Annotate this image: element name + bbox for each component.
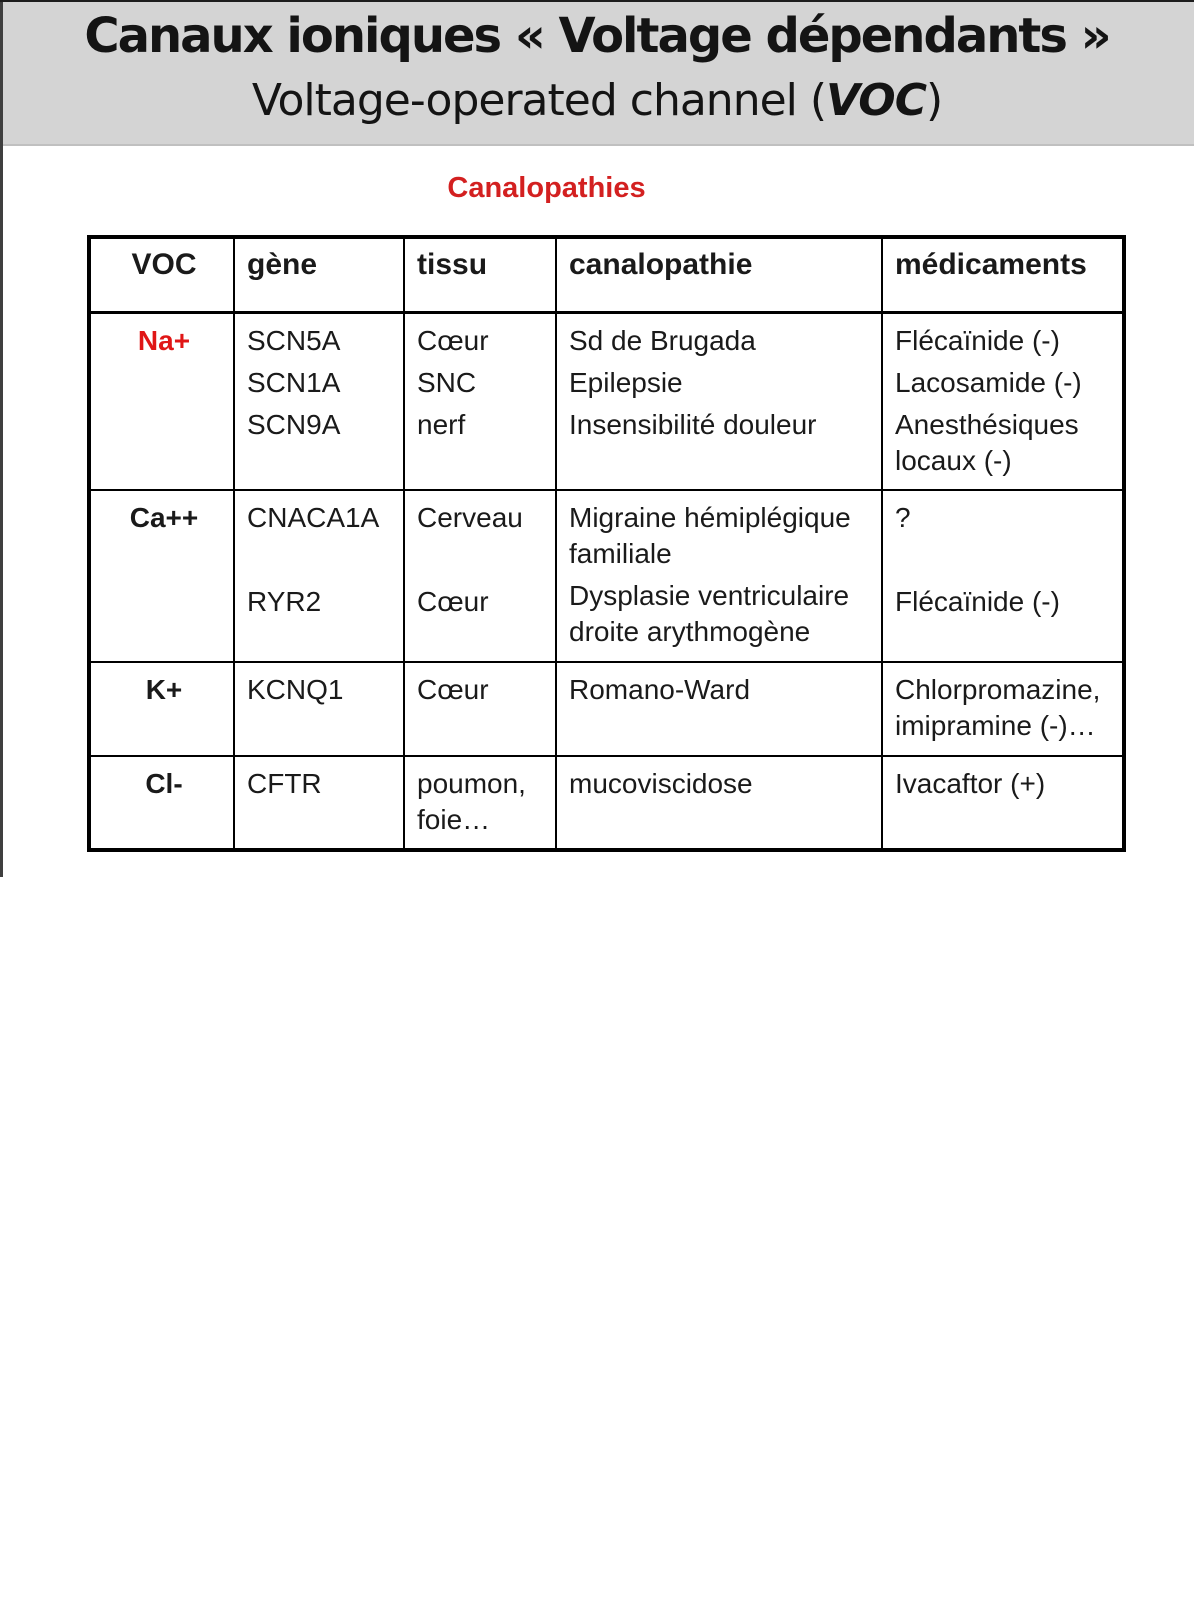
cell-line	[417, 542, 547, 578]
page-left-border	[0, 2, 3, 877]
column-header: tissu	[404, 237, 556, 312]
table-row	[89, 662, 1124, 756]
cell-line: Anesthésiques locaux (-)	[895, 408, 1079, 476]
slide-title: Canaux ioniques « Voltage dépendants »	[84, 8, 1110, 64]
table-row	[89, 312, 1124, 490]
cell-line: Dysplasie ventriculaire droite arythmogène	[569, 579, 850, 647]
gene-cell	[234, 662, 404, 756]
cell-line: ?	[895, 501, 911, 533]
slide-subtitle	[0, 70, 1194, 132]
column-header: médicaments	[882, 237, 1124, 312]
voc-cell: K+	[89, 662, 234, 756]
canalopathie-cell	[556, 662, 882, 756]
cell-line: RYR2	[247, 585, 322, 617]
gene-cell	[234, 312, 404, 490]
canalopathies-table	[87, 235, 1126, 852]
cell-line: SCN9A	[247, 408, 341, 440]
tissu-cell	[404, 756, 556, 850]
cell-line: Migraine hémiplégique familiale	[569, 501, 851, 569]
subtitle-voc-abbrev: VOC	[826, 75, 927, 126]
voc-cell: Na+	[89, 312, 234, 490]
column-header: canalopathie	[556, 237, 882, 312]
cell-line: nerf	[417, 408, 466, 440]
tissu-cell	[404, 662, 556, 756]
cell-line: Cerveau	[417, 501, 523, 533]
voc-cell: Cl-	[89, 756, 234, 850]
tissu-cell	[404, 312, 556, 490]
voc-cell: Ca++	[89, 490, 234, 662]
canalopathies-table-body	[89, 312, 1124, 850]
cell-line	[247, 542, 395, 578]
gene-cell	[234, 490, 404, 662]
cell-line: SNC	[417, 366, 477, 398]
cell-line: Chlorpromazine, imipramine (-)…	[895, 673, 1101, 741]
cell-line: CFTR	[247, 767, 322, 799]
table-header-row	[89, 237, 1124, 312]
cell-line: Cœur	[417, 673, 489, 705]
cell-line: Flécaïnide (-)	[895, 585, 1060, 617]
cell-line: CNACA1A	[247, 501, 380, 533]
cell-line: mucoviscidose	[569, 767, 753, 799]
cell-line: KCNQ1	[247, 673, 344, 705]
cell-line: Insensibilité douleur	[569, 408, 817, 440]
subtitle-prefix: Voltage-operated channel (	[251, 75, 827, 126]
medicaments-cell	[882, 312, 1124, 490]
canalopathie-cell	[556, 756, 882, 850]
table-header	[89, 237, 1124, 312]
cell-line: SCN1A	[247, 366, 341, 398]
medicaments-cell	[882, 490, 1124, 662]
canalopathie-cell	[556, 312, 882, 490]
cell-line: Sd de Brugada	[569, 324, 756, 356]
cell-line: SCN5A	[247, 324, 341, 356]
cell-line: Ivacaftor (+)	[895, 767, 1046, 799]
canalopathie-cell	[556, 490, 882, 662]
table-row	[89, 490, 1124, 662]
cell-line: Cœur	[417, 585, 489, 617]
cell-line: Cœur	[417, 324, 489, 356]
cell-line: Flécaïnide (-)	[895, 324, 1060, 356]
gene-cell	[234, 756, 404, 850]
medicaments-cell	[882, 662, 1124, 756]
table-row	[89, 756, 1124, 850]
tissu-cell	[404, 490, 556, 662]
cell-line	[895, 542, 1114, 578]
column-header: gène	[234, 237, 404, 312]
subtitle-suffix: )	[926, 75, 943, 126]
medicaments-cell	[882, 756, 1124, 850]
cell-line: Epilepsie	[569, 366, 683, 398]
cell-line: Romano-Ward	[569, 673, 751, 705]
cell-line: Lacosamide (-)	[895, 366, 1082, 398]
cell-line: poumon, foie…	[417, 767, 526, 835]
title-banner	[0, 2, 1194, 146]
section-heading: Canalopathies	[447, 172, 646, 204]
column-header: VOC	[89, 237, 234, 312]
